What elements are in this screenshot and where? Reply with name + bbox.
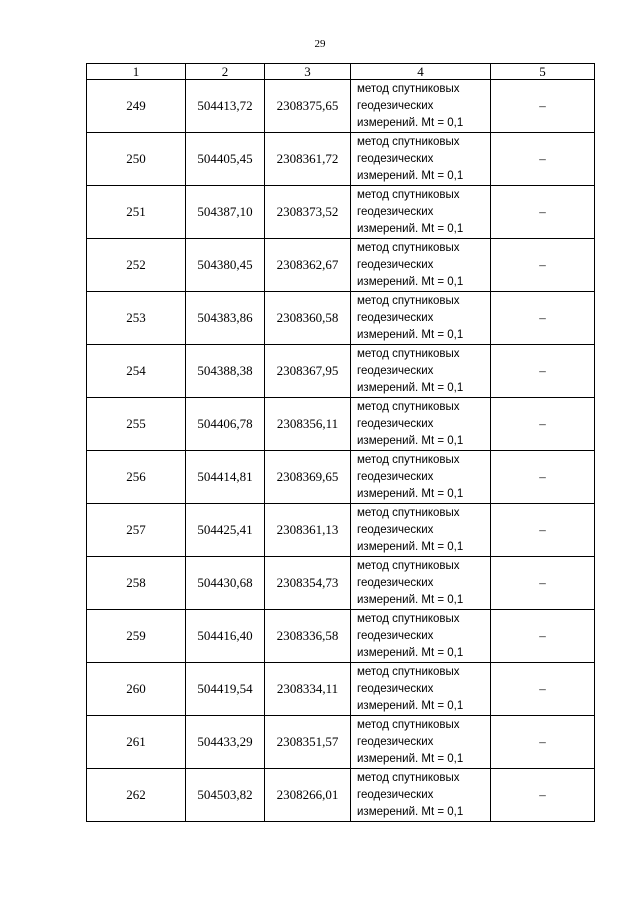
method-line: геодезических	[357, 735, 434, 748]
point-number-cell: 260	[87, 663, 186, 716]
y-coordinate-cell: 2308356,11	[265, 398, 351, 451]
method-cell	[351, 769, 491, 822]
method-line: метод спутниковых	[357, 718, 460, 731]
method-line: метод спутниковых	[357, 771, 460, 784]
table-row	[87, 504, 595, 557]
table-row	[87, 769, 595, 822]
note-cell: –	[491, 504, 595, 557]
note-cell: –	[491, 663, 595, 716]
table-header-row	[87, 64, 595, 80]
header-col-2: 2	[186, 64, 265, 80]
point-number-cell: 258	[87, 557, 186, 610]
x-coordinate-cell: 504414,81	[186, 451, 265, 504]
method-cell	[351, 716, 491, 769]
method-cell	[351, 557, 491, 610]
point-number-cell: 259	[87, 610, 186, 663]
method-line: метод спутниковых	[357, 82, 460, 95]
method-line: метод спутниковых	[357, 453, 460, 466]
method-cell	[351, 292, 491, 345]
method-line: измерений. Mt = 0,1	[357, 699, 464, 712]
page-number: 29	[314, 38, 326, 50]
y-coordinate-cell: 2308373,52	[265, 186, 351, 239]
note-cell: –	[491, 451, 595, 504]
method-line: измерений. Mt = 0,1	[357, 116, 464, 129]
x-coordinate-cell: 504503,82	[186, 769, 265, 822]
point-number-cell: 255	[87, 398, 186, 451]
method-line: метод спутниковых	[357, 347, 460, 360]
table-row	[87, 610, 595, 663]
point-number-cell: 262	[87, 769, 186, 822]
method-line: геодезических	[357, 523, 434, 536]
note-cell: –	[491, 398, 595, 451]
method-line: измерений. Mt = 0,1	[357, 540, 464, 553]
method-line: геодезических	[357, 258, 434, 271]
x-coordinate-cell: 504405,45	[186, 133, 265, 186]
method-line: геодезических	[357, 364, 434, 377]
y-coordinate-cell: 2308362,67	[265, 239, 351, 292]
note-cell: –	[491, 133, 595, 186]
method-line: измерений. Mt = 0,1	[357, 593, 464, 606]
method-line: метод спутниковых	[357, 612, 460, 625]
x-coordinate-cell: 504419,54	[186, 663, 265, 716]
method-cell	[351, 80, 491, 133]
x-coordinate-cell: 504388,38	[186, 345, 265, 398]
method-cell	[351, 398, 491, 451]
point-number-cell: 250	[87, 133, 186, 186]
note-cell: –	[491, 345, 595, 398]
method-line: измерений. Mt = 0,1	[357, 487, 464, 500]
method-line: геодезических	[357, 311, 434, 324]
method-line: геодезических	[357, 682, 434, 695]
y-coordinate-cell: 2308354,73	[265, 557, 351, 610]
y-coordinate-cell: 2308361,72	[265, 133, 351, 186]
method-line: метод спутниковых	[357, 400, 460, 413]
table-row	[87, 451, 595, 504]
method-line: геодезических	[357, 576, 434, 589]
x-coordinate-cell: 504383,86	[186, 292, 265, 345]
method-line: измерений. Mt = 0,1	[357, 169, 464, 182]
note-cell: –	[491, 80, 595, 133]
note-cell: –	[491, 769, 595, 822]
y-coordinate-cell: 2308361,13	[265, 504, 351, 557]
y-coordinate-cell: 2308334,11	[265, 663, 351, 716]
y-coordinate-cell: 2308360,58	[265, 292, 351, 345]
x-coordinate-cell: 504433,29	[186, 716, 265, 769]
x-coordinate-cell: 504416,40	[186, 610, 265, 663]
x-coordinate-cell: 504425,41	[186, 504, 265, 557]
point-number-cell: 253	[87, 292, 186, 345]
point-number-cell: 257	[87, 504, 186, 557]
method-line: геодезических	[357, 205, 434, 218]
table-row	[87, 345, 595, 398]
table-row	[87, 716, 595, 769]
table-row	[87, 80, 595, 133]
header-col-5: 5	[491, 64, 595, 80]
point-number-cell: 261	[87, 716, 186, 769]
method-line: метод спутниковых	[357, 294, 460, 307]
method-line: метод спутниковых	[357, 241, 460, 254]
y-coordinate-cell: 2308367,95	[265, 345, 351, 398]
note-cell: –	[491, 557, 595, 610]
note-cell: –	[491, 186, 595, 239]
method-line: метод спутниковых	[357, 188, 460, 201]
table-row	[87, 663, 595, 716]
method-cell	[351, 451, 491, 504]
method-cell	[351, 663, 491, 716]
y-coordinate-cell: 2308266,01	[265, 769, 351, 822]
table-row	[87, 239, 595, 292]
point-number-cell: 251	[87, 186, 186, 239]
x-coordinate-cell: 504387,10	[186, 186, 265, 239]
method-cell	[351, 345, 491, 398]
y-coordinate-cell: 2308375,65	[265, 80, 351, 133]
method-line: измерений. Mt = 0,1	[357, 434, 464, 447]
method-line: метод спутниковых	[357, 665, 460, 678]
method-line: измерений. Mt = 0,1	[357, 381, 464, 394]
method-line: измерений. Mt = 0,1	[357, 328, 464, 341]
header-col-4: 4	[351, 64, 491, 80]
x-coordinate-cell: 504413,72	[186, 80, 265, 133]
x-coordinate-cell: 504406,78	[186, 398, 265, 451]
point-number-cell: 252	[87, 239, 186, 292]
method-line: геодезических	[357, 152, 434, 165]
method-line: метод спутниковых	[357, 559, 460, 572]
note-cell: –	[491, 239, 595, 292]
table-row	[87, 292, 595, 345]
coordinates-table	[86, 63, 595, 822]
method-line: измерений. Mt = 0,1	[357, 805, 464, 818]
note-cell: –	[491, 610, 595, 663]
method-cell	[351, 239, 491, 292]
method-cell	[351, 186, 491, 239]
method-line: метод спутниковых	[357, 506, 460, 519]
table-row	[87, 186, 595, 239]
method-line: геодезических	[357, 417, 434, 430]
x-coordinate-cell: 504380,45	[186, 239, 265, 292]
method-line: геодезических	[357, 788, 434, 801]
table-row	[87, 557, 595, 610]
table-row	[87, 133, 595, 186]
method-cell	[351, 504, 491, 557]
header-col-1: 1	[87, 64, 186, 80]
method-line: геодезических	[357, 629, 434, 642]
note-cell: –	[491, 292, 595, 345]
method-line: геодезических	[357, 99, 434, 112]
method-line: метод спутниковых	[357, 135, 460, 148]
method-line: измерений. Mt = 0,1	[357, 752, 464, 765]
point-number-cell: 254	[87, 345, 186, 398]
method-cell	[351, 133, 491, 186]
method-line: измерений. Mt = 0,1	[357, 646, 464, 659]
y-coordinate-cell: 2308336,58	[265, 610, 351, 663]
y-coordinate-cell: 2308351,57	[265, 716, 351, 769]
method-cell	[351, 610, 491, 663]
method-line: геодезических	[357, 470, 434, 483]
x-coordinate-cell: 504430,68	[186, 557, 265, 610]
table-row	[87, 398, 595, 451]
point-number-cell: 256	[87, 451, 186, 504]
y-coordinate-cell: 2308369,65	[265, 451, 351, 504]
method-line: измерений. Mt = 0,1	[357, 275, 464, 288]
method-line: измерений. Mt = 0,1	[357, 222, 464, 235]
note-cell: –	[491, 716, 595, 769]
point-number-cell: 249	[87, 80, 186, 133]
header-col-3: 3	[265, 64, 351, 80]
